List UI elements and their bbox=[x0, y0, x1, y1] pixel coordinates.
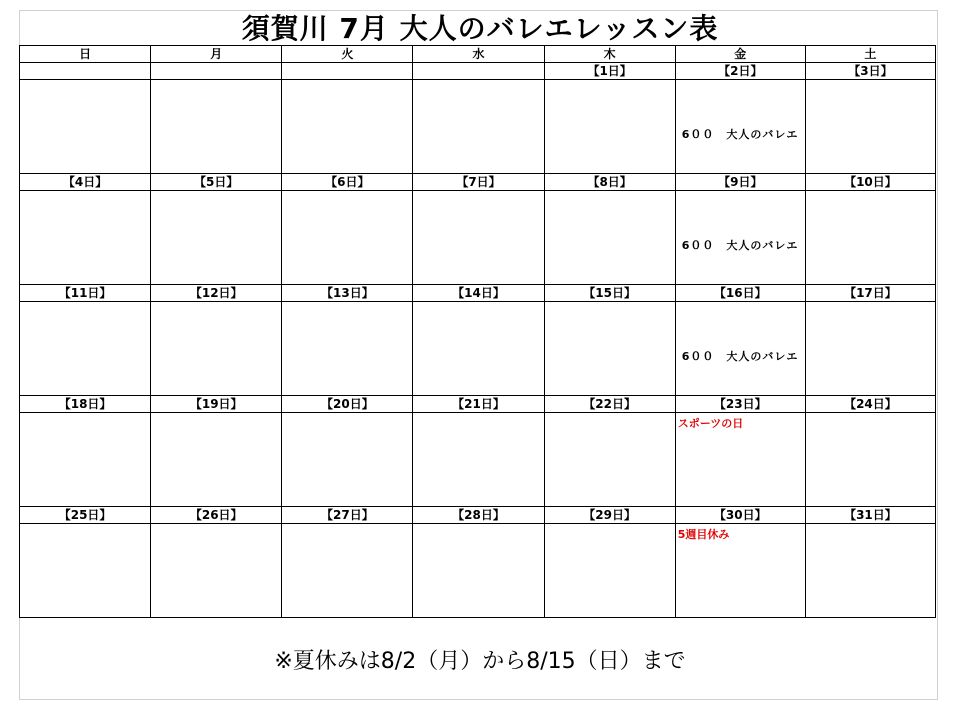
schedule-cell bbox=[805, 302, 935, 396]
schedule-cell bbox=[282, 302, 413, 396]
schedule-cell bbox=[20, 413, 151, 507]
week-2-dates bbox=[20, 174, 936, 191]
schedule-cell bbox=[151, 413, 282, 507]
date-cell: 【4日】 bbox=[20, 174, 151, 191]
date-cell: 【23日】 bbox=[675, 396, 805, 413]
weekday-sun: 日 bbox=[20, 46, 151, 63]
schedule-cell bbox=[151, 191, 282, 285]
schedule-cell bbox=[675, 413, 805, 507]
schedule-cell bbox=[20, 524, 151, 618]
date-cell: 【18日】 bbox=[20, 396, 151, 413]
schedule-cell bbox=[805, 524, 935, 618]
schedule-cell bbox=[675, 302, 805, 396]
schedule-cell bbox=[20, 302, 151, 396]
schedule-cell bbox=[805, 413, 935, 507]
date-cell: 【13日】 bbox=[282, 285, 413, 302]
lesson-entry: 6００ 大人のバレエ bbox=[681, 128, 799, 141]
closed-note: 5週目休み bbox=[677, 528, 730, 541]
date-cell: 【26日】 bbox=[151, 507, 282, 524]
schedule-cell bbox=[20, 191, 151, 285]
schedule-cell bbox=[151, 80, 282, 174]
date-cell: 【20日】 bbox=[282, 396, 413, 413]
date-cell: 【27日】 bbox=[282, 507, 413, 524]
holiday-note: スポーツの日 bbox=[677, 417, 744, 430]
date-cell: 【22日】 bbox=[544, 396, 675, 413]
date-cell: 【8日】 bbox=[544, 174, 675, 191]
date-cell: 【14日】 bbox=[413, 285, 544, 302]
date-cell: 【21日】 bbox=[413, 396, 544, 413]
schedule-cell bbox=[675, 524, 805, 618]
schedule-cell bbox=[282, 191, 413, 285]
schedule-cell bbox=[544, 302, 675, 396]
weekday-header-row bbox=[20, 46, 936, 63]
date-cell: 【9日】 bbox=[675, 174, 805, 191]
date-cell: 【28日】 bbox=[413, 507, 544, 524]
schedule-cell bbox=[151, 524, 282, 618]
schedule-cell bbox=[413, 80, 544, 174]
date-cell: 【30日】 bbox=[675, 507, 805, 524]
date-cell: 【12日】 bbox=[151, 285, 282, 302]
date-cell: 【11日】 bbox=[20, 285, 151, 302]
date-cell: 【19日】 bbox=[151, 396, 282, 413]
week-5-schedule bbox=[20, 524, 936, 618]
schedule-cell bbox=[413, 302, 544, 396]
schedule-cell bbox=[544, 191, 675, 285]
schedule-cell bbox=[544, 413, 675, 507]
date-cell: 【29日】 bbox=[544, 507, 675, 524]
weekday-wed: 水 bbox=[413, 46, 544, 63]
schedule-cell bbox=[544, 80, 675, 174]
date-cell bbox=[282, 63, 413, 80]
date-cell bbox=[20, 63, 151, 80]
schedule-cell bbox=[675, 80, 805, 174]
date-cell: 【6日】 bbox=[282, 174, 413, 191]
week-3-schedule bbox=[20, 302, 936, 396]
schedule-cell bbox=[544, 524, 675, 618]
week-2-schedule bbox=[20, 191, 936, 285]
date-cell: 【17日】 bbox=[805, 285, 935, 302]
weekday-sat: 土 bbox=[805, 46, 935, 63]
weekday-thu: 木 bbox=[544, 46, 675, 63]
schedule-cell bbox=[282, 413, 413, 507]
date-cell: 【1日】 bbox=[544, 63, 675, 80]
date-cell: 【31日】 bbox=[805, 507, 935, 524]
summer-break-notice: ※夏休みは8/2（月）から8/15（日）まで bbox=[274, 649, 686, 674]
date-cell: 【15日】 bbox=[544, 285, 675, 302]
schedule-cell bbox=[413, 191, 544, 285]
week-3-dates bbox=[20, 285, 936, 302]
schedule-cell bbox=[805, 191, 935, 285]
schedule-cell bbox=[151, 302, 282, 396]
week-4-schedule bbox=[20, 413, 936, 507]
weekday-mon: 月 bbox=[151, 46, 282, 63]
date-cell: 【5日】 bbox=[151, 174, 282, 191]
date-cell: 【2日】 bbox=[675, 63, 805, 80]
lesson-entry: 6００ 大人のバレエ bbox=[681, 350, 799, 363]
weekday-fri: 金 bbox=[675, 46, 805, 63]
schedule-cell bbox=[805, 80, 935, 174]
calendar-table bbox=[19, 45, 936, 618]
schedule-cell bbox=[413, 413, 544, 507]
date-cell: 【24日】 bbox=[805, 396, 935, 413]
week-5-dates bbox=[20, 507, 936, 524]
date-cell: 【3日】 bbox=[805, 63, 935, 80]
page-title: 須賀川 7月 大人のバレエレッスン表 bbox=[241, 12, 719, 45]
week-1-dates bbox=[20, 63, 936, 80]
schedule-cell bbox=[282, 80, 413, 174]
schedule-cell bbox=[282, 524, 413, 618]
schedule-cell bbox=[675, 191, 805, 285]
date-cell bbox=[413, 63, 544, 80]
date-cell bbox=[151, 63, 282, 80]
week-4-dates bbox=[20, 396, 936, 413]
date-cell: 【7日】 bbox=[413, 174, 544, 191]
schedule-cell bbox=[413, 524, 544, 618]
date-cell: 【10日】 bbox=[805, 174, 935, 191]
week-1-schedule bbox=[20, 80, 936, 174]
date-cell: 【16日】 bbox=[675, 285, 805, 302]
date-cell: 【25日】 bbox=[20, 507, 151, 524]
weekday-tue: 火 bbox=[282, 46, 413, 63]
schedule-cell bbox=[20, 80, 151, 174]
lesson-entry: 6００ 大人のバレエ bbox=[681, 239, 799, 252]
